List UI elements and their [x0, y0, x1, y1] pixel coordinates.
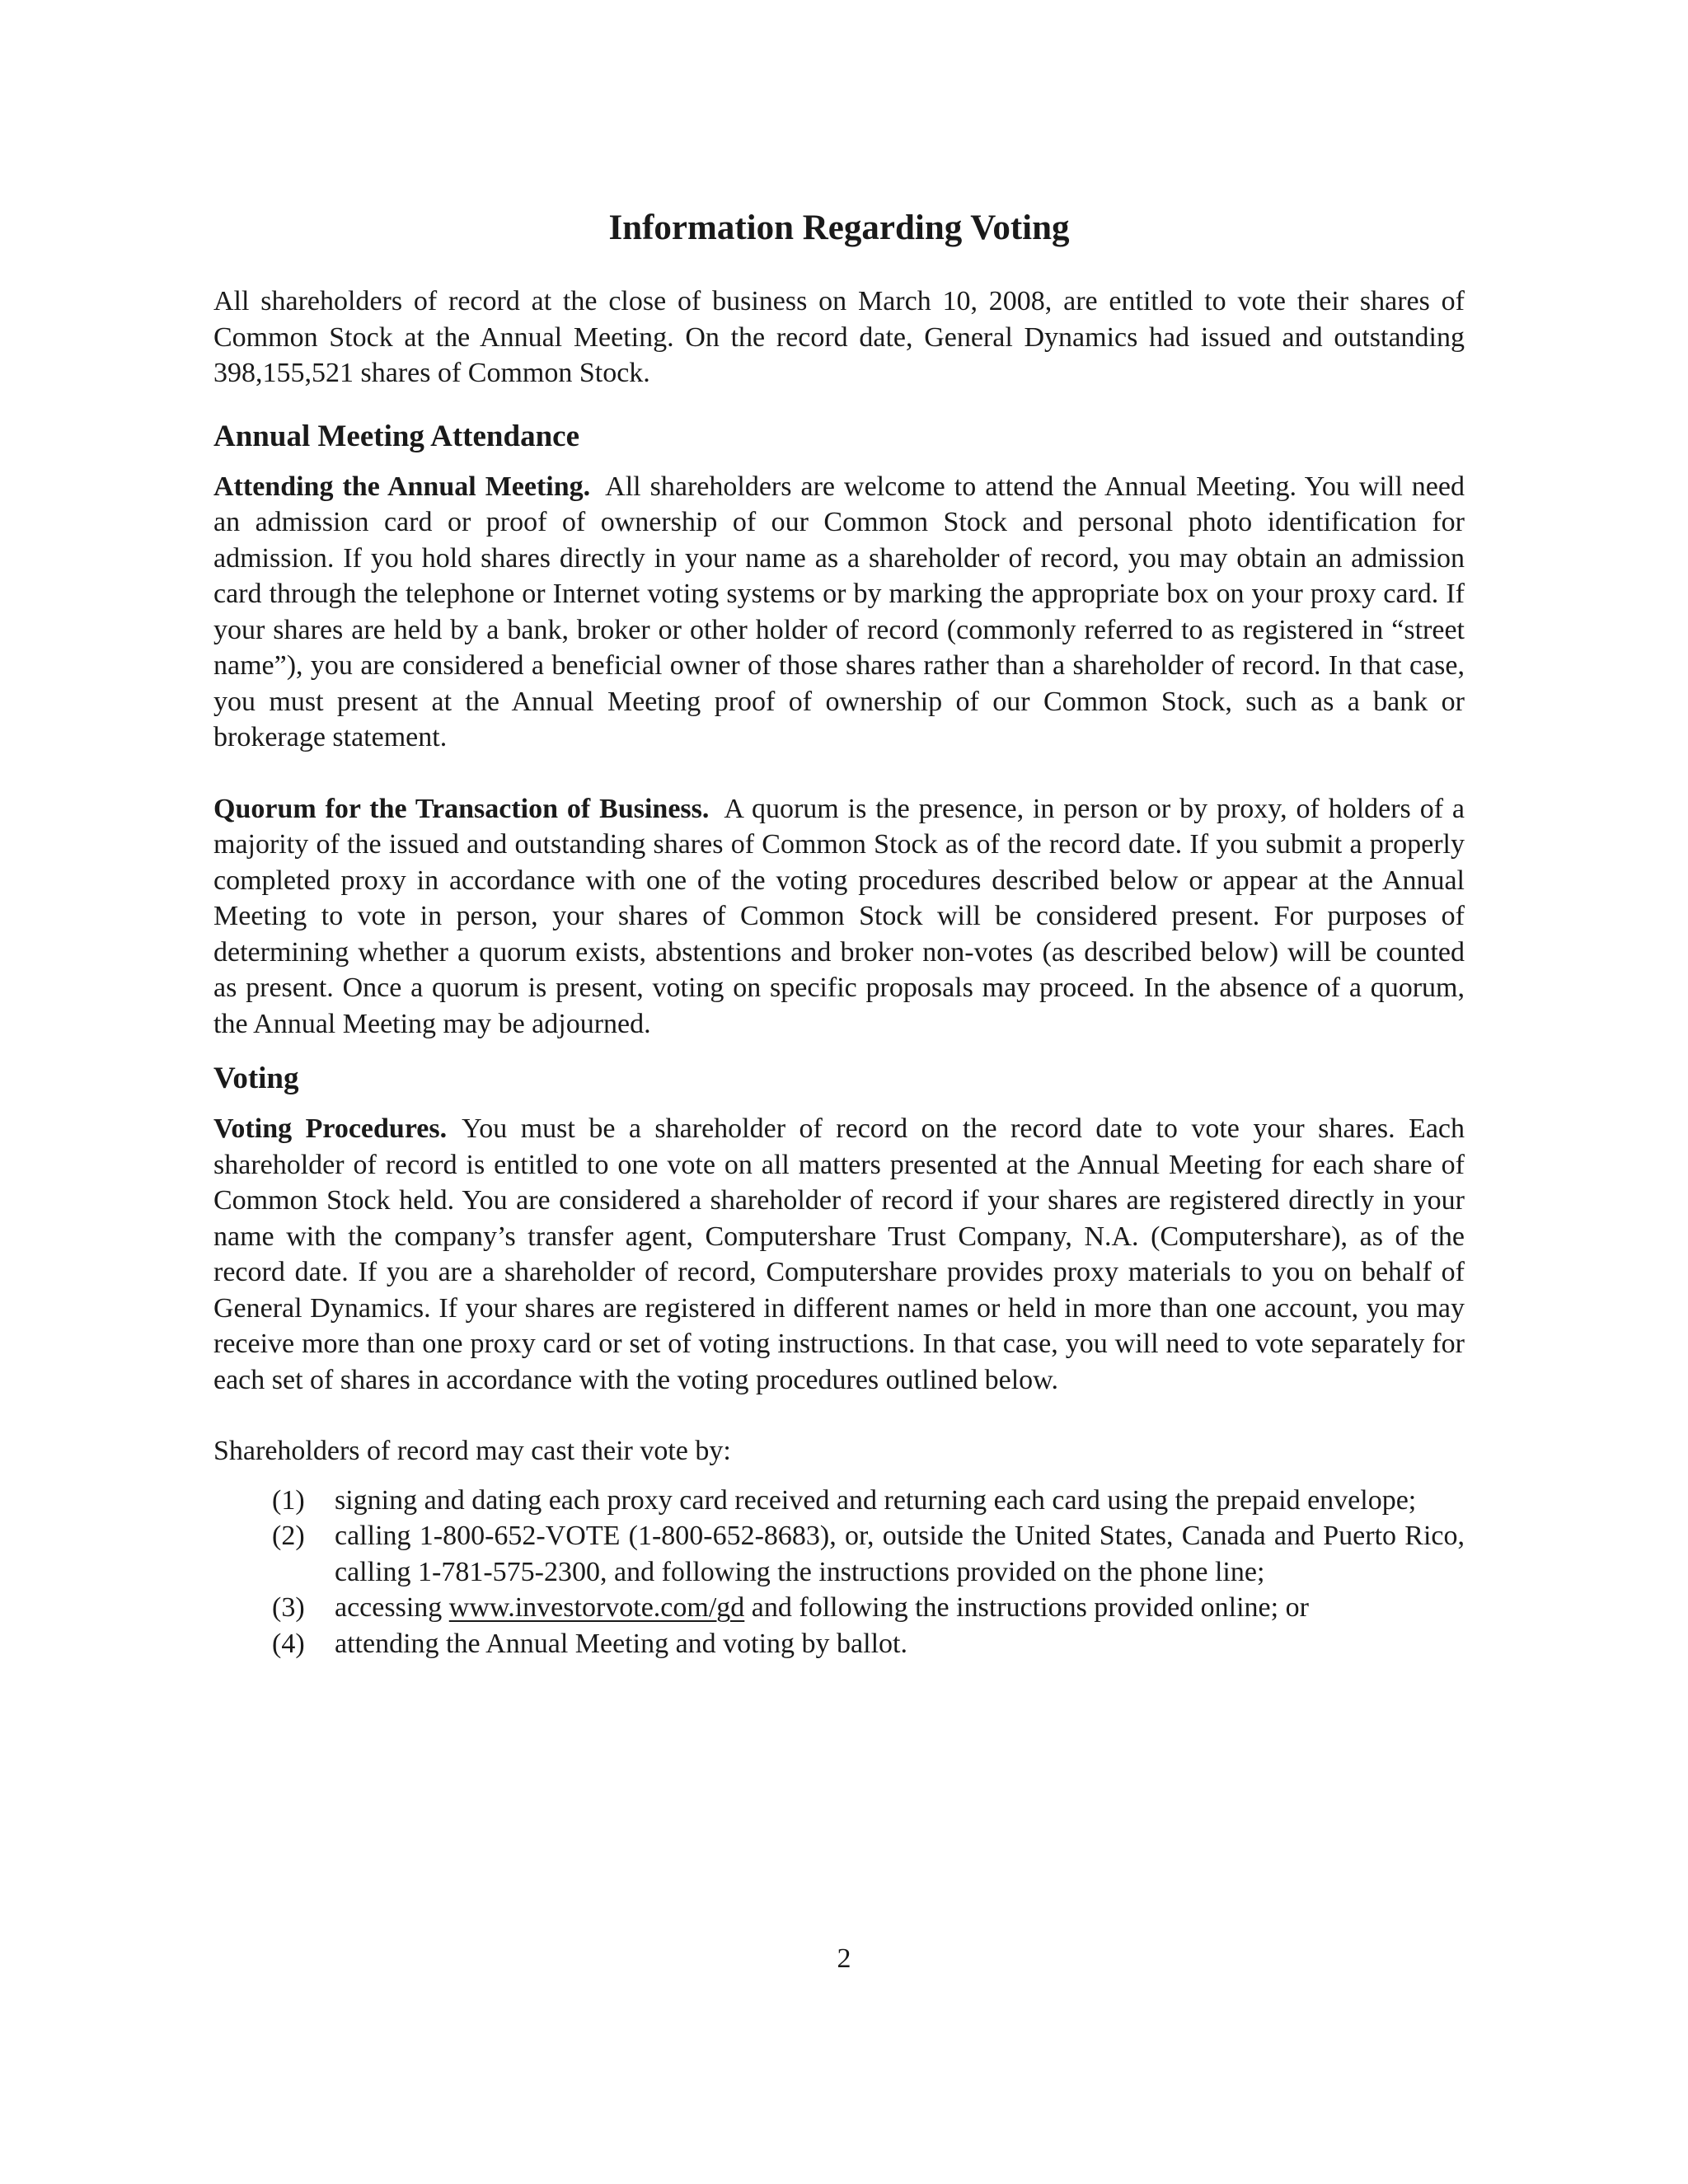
- page-number: 2: [837, 1943, 851, 1974]
- run-in-heading: Voting Procedures.: [213, 1113, 448, 1144]
- intro-paragraph: All shareholders of record at the close of business on March 10, 2008, are entitled to vote their shares of Common Stock at the Annual Meeting. On the record date, General Dynamics had issued and outstanding 398,155,521 shares of Common Stock.: [213, 286, 1465, 388]
- section-heading-annual-meeting-attendance: Annual Meeting Attendance: [213, 419, 579, 453]
- paragraph-text: All shareholders are welcome to attend the Annual Meeting. You will need an admission card or proof of ownership of our Common Stock and personal photo identification for admission. If you hold shares directly in your name as a shareholder of record, you may obtain an admission card through the telephone or Internet voting systems or by marking the appropriate box on your proxy card. If your shares are held by a bank, broker or other holder of record (commonly referred to as registered in “street name”), you are considered a beneficial owner of those shares rather than a shareholder of record. In that case, you must present at the Annual Meeting proof of ownership of our Common Stock, such as a bank or brokerage statement.: [213, 471, 1465, 752]
- paragraph-quorum: [213, 791, 1465, 1043]
- paragraph-text: A quorum is the presence, in person or by proxy, of holders of a majority of the issued and outstanding shares of Common Stock as of the record date. If you submit a properly completed proxy in accordance with one of the voting procedures described below or appear at the Annual Meeting to vote in person, your shares of Common Stock will be considered present. For purposes of determining whether a quorum exists, abstentions and broker non-votes (as described below) will be counted as present. Once a quorum is present, voting on specific proposals may proceed. In the absence of a quorum, the Annual Meeting may be adjourned.: [213, 793, 1465, 1039]
- paragraph-text: You must be a shareholder of record on the record date to vote your shares. Each shareholder of record is entitled to one vote on all matters presented at the Annual Meeting for each share of Common Stock held. You are considered a shareholder of record if your shares are registered directly in your name with the company’s transfer agent, Computershare Trust Company, N.A. (Computershare), as of the record date. If you are a shareholder of record, Computershare provides proxy materials to you on behalf of General Dynamics. If your shares are registered in different names or held in more than one account, you may receive more than one proxy card or set of voting instructions. In that case, you will need to vote separately for each set of shares in accordance with the voting procedures outlined below.: [213, 1113, 1465, 1395]
- list-item-text-before: accessing: [335, 1592, 443, 1623]
- section-heading-voting: Voting: [213, 1062, 299, 1095]
- run-in-heading: Quorum for the Transaction of Business.: [213, 793, 710, 824]
- list-item: [213, 1483, 1465, 1519]
- investorvote-link[interactable]: www.investorvote.com/gd: [448, 1592, 745, 1623]
- list-item: [213, 1626, 1465, 1662]
- paragraph-voting-procedures: [213, 1111, 1465, 1398]
- voting-methods-list: [213, 1483, 1465, 1662]
- run-in-heading: Attending the Annual Meeting.: [213, 471, 591, 502]
- list-item-text-after: and following the instructions provided online; or: [751, 1592, 1309, 1623]
- list-number: (1): [272, 1484, 305, 1516]
- list-item-text: signing and dating each proxy card received and returning each card using the prepaid envelope;: [335, 1484, 1417, 1516]
- list-intro: Shareholders of record may cast their vote by:: [213, 1436, 731, 1466]
- page-title: Information Regarding Voting: [608, 209, 1070, 247]
- list-number: (2): [272, 1521, 305, 1551]
- list-number: (3): [272, 1592, 305, 1623]
- list-number: (4): [272, 1628, 305, 1659]
- list-item: [213, 1518, 1465, 1590]
- list-item-text: calling 1-800-652-VOTE (1-800-652-8683), or, outside the United States, Canada and Puerto Rico, calling 1-781-575-2300, and following the instructions provided on the phone line;: [335, 1521, 1465, 1587]
- page-content: [213, 204, 1465, 1661]
- list-item-text: attending the Annual Meeting and voting by ballot.: [335, 1628, 907, 1659]
- list-item: [213, 1590, 1465, 1626]
- paragraph-attending-annual-meeting: [213, 469, 1465, 756]
